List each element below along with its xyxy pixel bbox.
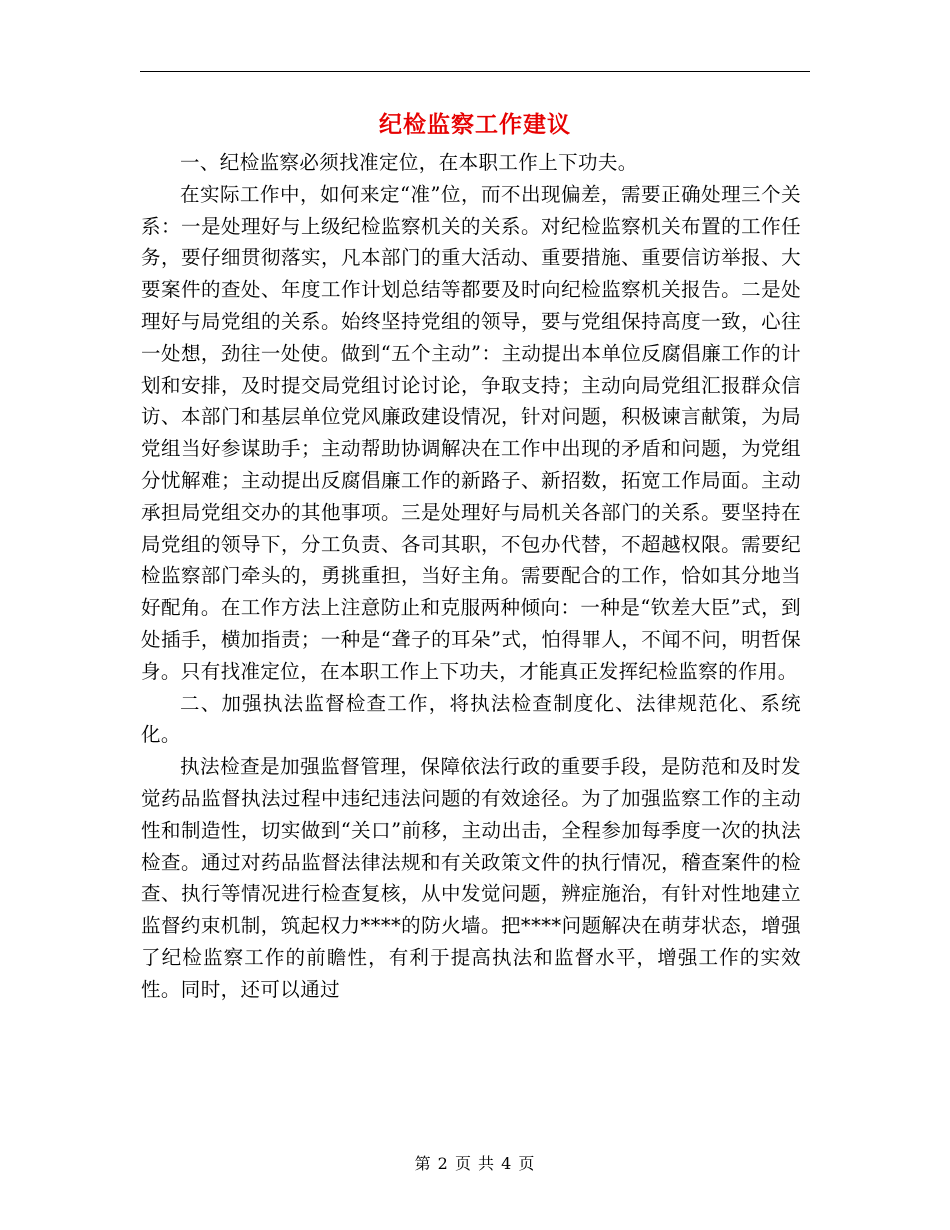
header-rule (140, 71, 810, 72)
paragraph-heading-2: 二、加强执法监督检查工作，将执法检查制度化、法律规范化、系统化。 (141, 691, 801, 747)
paragraph-body-2: 执法检查是加强监督管理，保障依法行政的重要手段，是防范和及时发觉药品监督执法过程中违纪违法问题的有效途径。为了加强监察工作的主动性和制造性，切实做到“关口”前移，主动出击，全程参加每季度一次的执法检查。通过对药品监督法律法规和有关政策文件的执行情况，稽查案件的检查、执行等情况进行检查复核，从中发觉问题，辨症施治，有针对性地建立监督约束机制，筑起权力****的防火墙。把****问题解决在萌芽状态，增强了纪检监察工作的前瞻性，有利于提高执法和监督水平，增强工作的实效性。同时，还可以通过 (141, 755, 801, 1001)
document-title: 纪检监察工作建议 (379, 111, 571, 138)
paragraph-heading-1: 一、纪检监察必须找准定位，在本职工作上下功夫。 (180, 151, 638, 174)
page-number-footer: 第 2 页 共 4 页 (414, 1154, 536, 1173)
paragraph-body-1: 在实际工作中，如何来定“准”位，而不出现偏差，需要正确处理三个关系：一是处理好与上级纪检监察机关的关系。对纪检监察机关布置的工作任务，要仔细贯彻落实，凡本部门的重大活动、重要措施、重要信访举报、大要案件的查处、年度工作计划总结等都要及时向纪检监察机关报告。二是处理好与局党组的关系。始终坚持党组的领导，要与党组保持高度一致，心往一处想，劲往一处使。做到“五个主动”：主动提出本单位反腐倡廉工作的计划和安排，及时提交局党组讨论讨论，争取支持；主动向局党组汇报群众信访、本部门和基层单位党风廉政建设情况，针对问题，积极谏言献策，为局党组当好参谋助手；主动帮助协调解决在工作中出现的矛盾和问题，为党组分忧解难；主动提出反腐倡廉工作的新路子、新招数，拓宽工作局面。主动承担局党组交办的其他事项。三是处理好与局机关各部门的关系。要坚持在局党组的领导下，分工负责、各司其职，不包办代替，不超越权限。需要纪检监察部门牵头的，勇挑重担，当好主角。需要配合的工作，恰如其分地当好配角。在工作方法上注意防止和克服两种倾向：一种是“钦差大臣”式，到处插手，横加指责；一种是“聋子的耳朵”式，怕得罪人，不闻不问，明哲保身。只有找准定位，在本职工作上下功夫，才能真正发挥纪检监察的作用。 (141, 182, 801, 683)
document-body (141, 147, 801, 1006)
